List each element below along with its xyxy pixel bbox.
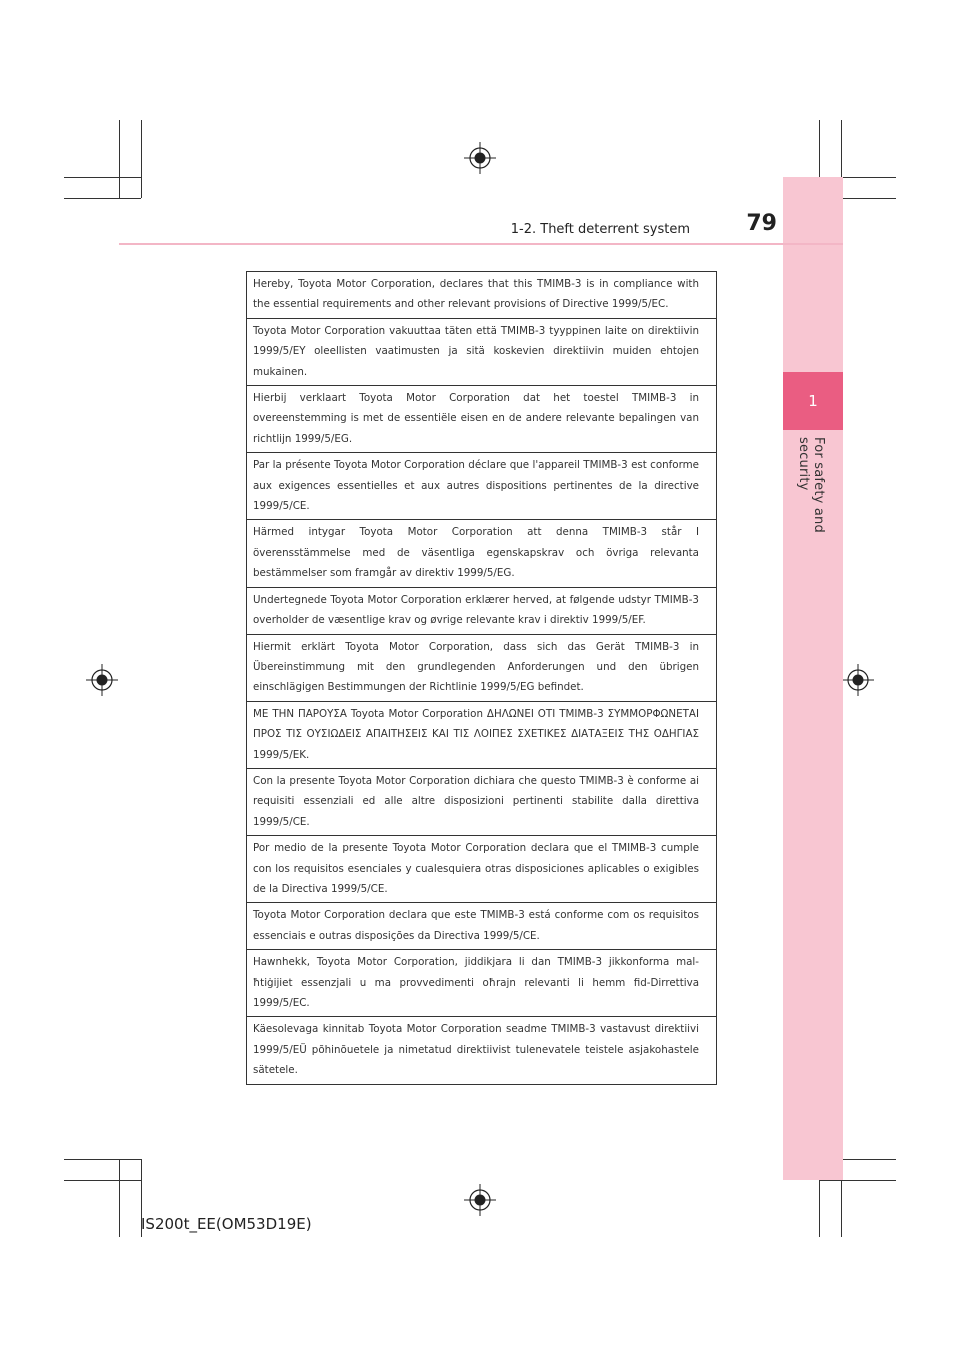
declaration-danish: Undertegnede Toyota Motor Corporation erklærer herved, at følgende udstyr TMIMB-3 overholder de væsentlige krav og øvrige relevante krav i direktiv 1999/5/EF. — [247, 587, 716, 634]
declarations-table — [246, 271, 717, 1085]
declaration-german: Hiermit erklärt Toyota Motor Corporation, dass sich das Gerät TMIMB-3 in Übereinstimmung mit den grundlegenden Anforderungen und den übrigen einschlägigen Bestimmungen der Richtlinie 1999/5/EG befindet. — [247, 634, 716, 701]
registration-mark-bottom-icon — [464, 1184, 496, 1216]
registration-mark-left-icon — [86, 664, 118, 696]
chapter-number-badge — [783, 372, 843, 430]
crop-mark-bottom-left-h2 — [64, 1180, 141, 1181]
crop-mark-top-left-h2 — [64, 198, 141, 199]
crop-mark-top-left-h — [64, 177, 141, 178]
declaration-spanish: Por medio de la presente Toyota Motor Corporation declara que el TMIMB-3 cumple con los requisitos esenciales y cualesquiera otras disposiciones aplicables o exigibles de la Directiva 1999/5/CE. — [247, 835, 716, 902]
declaration-italian: Con la presente Toyota Motor Corporation dichiara che questo TMIMB-3 è conforme ai requisiti essenziali ed alle altre disposizioni pertinenti stabilite dalla direttiva 1999/5/CE. — [247, 768, 716, 835]
declaration-french: Par la présente Toyota Motor Corporation déclare que l'appareil TMIMB-3 est conforme aux exigences essentielles et aux autres dispositions pertinentes de la directive 1999/5/CE. — [247, 452, 716, 519]
declaration-portuguese: Toyota Motor Corporation declara que este TMIMB-3 está conforme com os requisitos essenciais e outras disposições da Directiva 1999/5/CE. — [247, 902, 716, 949]
section-title: 1-2. Theft deterrent system — [510, 222, 690, 237]
crop-mark-bottom-left-v — [119, 1159, 120, 1237]
declaration-dutch: Hierbij verklaart Toyota Motor Corporation dat het toestel TMIMB-3 in overeenstemming is met de essentiële eisen en de andere relevante bepalingen van richtlijn 1999/5/EG. — [247, 385, 716, 452]
declaration-greek: ΜΕ ΤΗΝ ΠΑΡΟΥΣΑ Toyota Motor Corporation ΔΗΛΩΝΕΙ ΟΤΙ TMIMB-3 ΣΥΜΜΟΡΦΩΝΕΤΑΙ ΠΡΟΣ ΤΙΣ ΟΥΣΙΩΔΕΙΣ ΑΠΑΙΤΗΣΕΙΣ ΚΑΙ ΤΙΣ ΛΟΙΠΕΣ ΣΧΕΤΙΚΕΣ ΔΙΑΤΑΞΕΙΣ ΤΗΣ ΟΔΗΓΙΑΣ 1999/5/ΕΚ. — [247, 701, 716, 768]
chapter-label: For safety and security — [796, 437, 826, 533]
declaration-maltese: Hawnhekk, Toyota Motor Corporation, jiddikjara li dan TMIMB-3 jikkonforma mal-ħtiġijiet essenzjali u ma provvedimenti oħrajn relevanti li hemm fid-Dirrettiva 1999/5/EC. — [247, 949, 716, 1016]
declaration-estonian: Käesolevaga kinnitab Toyota Motor Corporation seadme TMIMB-3 vastavust direktiivi 1999/5/EÜ põhinõuetele ja nimetatud direktiivist tulenevatele teistele asjakohastele sätetele. — [247, 1016, 716, 1083]
chapter-number: 1 — [808, 392, 818, 410]
crop-mark-bottom-left-h — [64, 1159, 141, 1160]
crop-mark-bottom-right-h2 — [819, 1180, 896, 1181]
chapter-side-tab — [783, 177, 843, 1180]
declaration-finnish: Toyota Motor Corporation vakuuttaa täten että TMIMB-3 tyyppinen laite on direktiivin 1999/5/EY oleellisten vaatimusten ja sitä koskevien direktiivin muiden ehtojen mukainen. — [247, 318, 716, 385]
declaration-english: Hereby, Toyota Motor Corporation, declares that this TMIMB-3 is in compliance with the essential requirements and other relevant provisions of Directive 1999/5/EC. — [253, 278, 699, 311]
header-divider — [119, 243, 843, 245]
crop-mark-top-left-v — [119, 120, 120, 198]
page-number: 79 — [746, 211, 777, 236]
manual-code: IS200t_EE(OM53D19E) — [141, 1215, 312, 1233]
declaration-swedish: Härmed intygar Toyota Motor Corporation att denna TMIMB-3 står I överensstämmelse med de väsentliga egenskapskrav och övriga relevanta bestämmelser som framgår av direktiv 1999/5/EG. — [247, 519, 716, 586]
registration-mark-right-icon — [842, 664, 874, 696]
registration-mark-top-icon — [464, 142, 496, 174]
crop-mark-top-left-v2 — [141, 120, 142, 198]
